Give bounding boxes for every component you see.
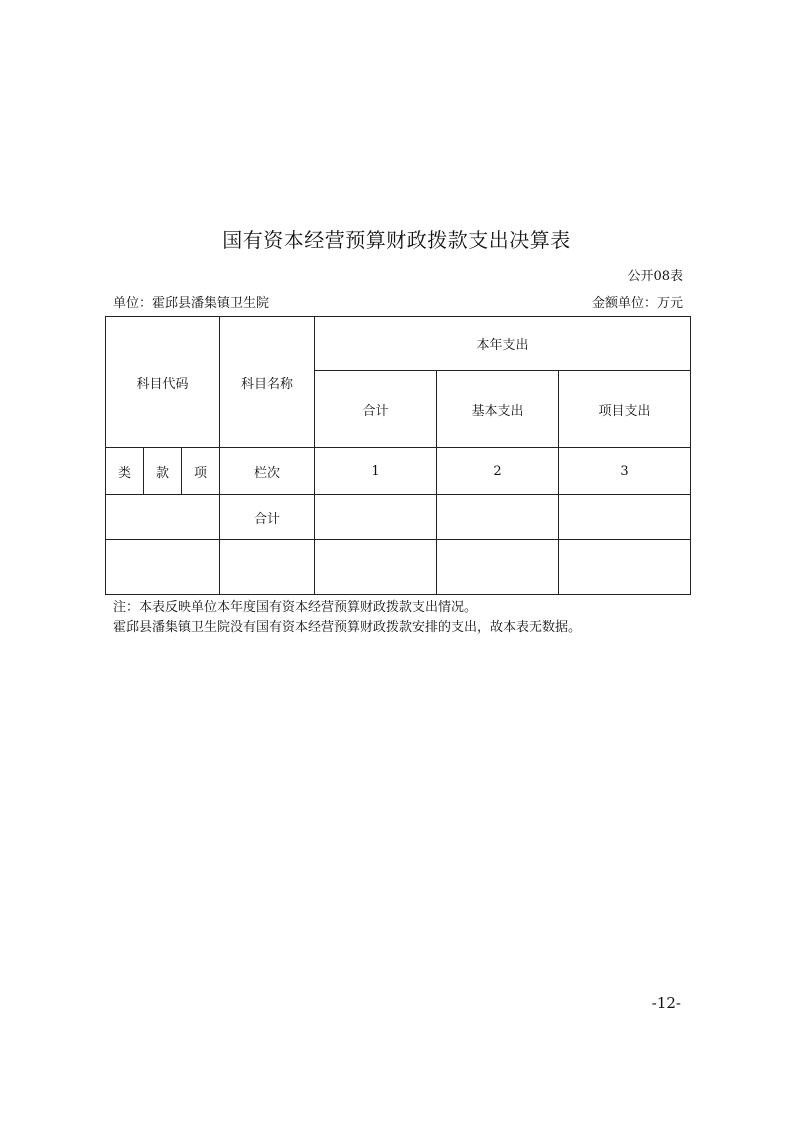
page-number: -12- xyxy=(651,994,681,1012)
table-row xyxy=(106,495,691,540)
row-code-cell xyxy=(106,540,220,595)
row-project-cell xyxy=(559,540,691,595)
row-basic-cell xyxy=(437,540,559,595)
header-column-index: 栏次 xyxy=(220,448,315,495)
notes xyxy=(113,598,581,638)
expense-table xyxy=(105,316,691,595)
header-item: 项 xyxy=(182,448,220,495)
money-unit-label: 金额单位：万元 xyxy=(591,296,683,311)
unit-label: 单位：霍邱县潘集镇卫生院 xyxy=(113,296,270,311)
table-row xyxy=(106,540,691,595)
header-project-expense: 项目支出 xyxy=(559,371,691,448)
row-project-cell xyxy=(559,495,691,540)
row-total-cell xyxy=(315,540,437,595)
row-name-cell: 合计 xyxy=(220,495,315,540)
header-col-2: 2 xyxy=(437,448,559,495)
header-section: 款 xyxy=(144,448,182,495)
row-code-cell xyxy=(106,495,220,540)
header-current-year-expense: 本年支出 xyxy=(315,317,691,371)
document-title: 国有资本经营预算财政拨款支出决算表 xyxy=(222,228,571,252)
header-total: 合计 xyxy=(315,371,437,448)
header-subject-name: 科目名称 xyxy=(220,317,315,448)
note-line-1: 注：本表反映单位本年度国有资本经营预算财政拨款支出情况。 xyxy=(113,600,478,615)
header-subject-code: 科目代码 xyxy=(106,317,220,448)
header-category: 类 xyxy=(106,448,144,495)
note-line-2: 霍邱县潘集镇卫生院没有国有资本经营预算财政拨款安排的支出，故本表无数据。 xyxy=(113,620,582,635)
header-col-3: 3 xyxy=(559,448,691,495)
row-basic-cell xyxy=(437,495,559,540)
header-basic-expense: 基本支出 xyxy=(437,371,559,448)
header-col-1: 1 xyxy=(315,448,437,495)
row-name-cell xyxy=(220,540,315,595)
table-code: 公开08表 xyxy=(627,269,683,284)
row-total-cell xyxy=(315,495,437,540)
